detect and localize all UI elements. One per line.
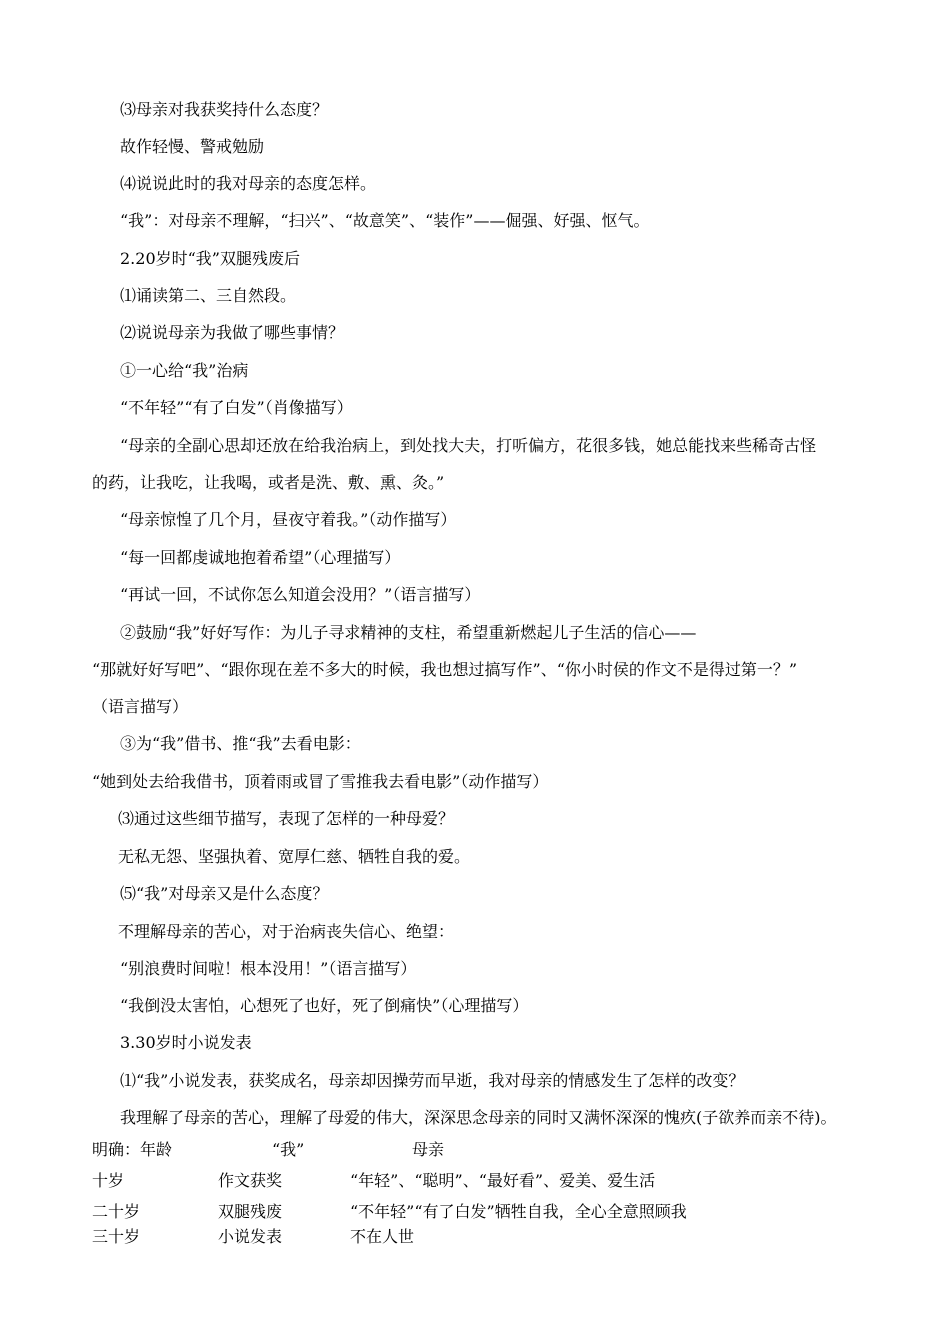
quote-writing: “那就好好写吧”、“跟你现在差不多大的时候，我也想过搞写作”、“你小时侯的作文不是得过第一？”: [92, 660, 798, 679]
step-2: ⑵说说母亲为我做了哪些事情？: [120, 323, 345, 342]
question-details: ⑶通过这些细节描写，表现了怎样的一种母爱？: [118, 809, 455, 828]
quote-speech: “再试一回，不试你怎么知道会没用？”（语言描写）: [120, 585, 481, 604]
summary-row-age: 三十岁: [92, 1227, 141, 1246]
quote-treatment-cont: 的药，让我吃，让我喝，或者是洗、敷、熏、灸。”: [92, 473, 445, 492]
quote-mind-2: “我倒没太害怕，心想死了也好，死了倒痛快”（心理描写）: [120, 996, 529, 1015]
answer-6: 我理解了母亲的苦心，理解了母爱的伟大，深深思念母亲的同时又满怀深深的愧疚(子欲养而亲不待)。: [120, 1108, 837, 1127]
quote-writing-note: （语言描写）: [92, 697, 189, 716]
answer-4: “我”：对母亲不理解，“扫兴”、“故意笑”、“装作”——倔强、好强、怄气。: [120, 211, 650, 230]
summary-header-age: 明确：年龄: [92, 1140, 173, 1159]
summary-header-me: “我”: [272, 1140, 305, 1159]
answer-details: 无私无怨、坚强执着、宽厚仁慈、牺牲自我的爱。: [118, 847, 471, 866]
answer-3: 故作轻慢、警戒勉励: [120, 137, 265, 156]
section-2-heading: 2.20岁时“我”双腿残废后: [120, 249, 300, 268]
summary-row-mother: 不在人世: [350, 1227, 415, 1246]
summary-row-me: 小说发表: [218, 1227, 283, 1246]
point-1: ①一心给“我”治病: [120, 361, 249, 380]
section-3-heading: 3.30岁时小说发表: [120, 1033, 252, 1052]
summary-row-me: 双腿残废: [218, 1202, 283, 1221]
quote-action: “母亲惊惶了几个月，昼夜守着我。”（动作描写）: [120, 510, 457, 529]
question-3: ⑶母亲对我获奖持什么态度？: [120, 100, 329, 119]
step-1: ⑴诵读第二、三自然段。: [120, 286, 297, 305]
summary-row-age: 二十岁: [92, 1202, 141, 1221]
summary-row-mother: “不年轻”“有了白发”牺牲自我，全心全意照顾我: [350, 1202, 687, 1221]
quote-portrait: “不年轻”“有了白发”（肖像描写）: [120, 398, 353, 417]
quote-books: “她到处去给我借书，顶着雨或冒了雪推我去看电影”（动作描写）: [92, 772, 549, 791]
summary-row-me: 作文获奖: [218, 1171, 283, 1190]
point-2: ②鼓励“我”好好写作：为儿子寻求精神的支柱，希望重新燃起儿子生活的信心——: [120, 623, 697, 642]
quote-speech-2: “别浪费时间啦！根本没用！”（语言描写）: [120, 959, 417, 978]
question-5: ⑸“我”对母亲又是什么态度？: [120, 884, 329, 903]
quote-mind: “每一回都虔诚地抱着希望”（心理描写）: [120, 548, 401, 567]
question-4: ⑷说说此时的我对母亲的态度怎样。: [120, 174, 377, 193]
summary-row-age: 十岁: [92, 1171, 125, 1190]
quote-treatment: “母亲的全副心思却还放在给我治病上，到处找大夫，打听偏方，花很多钱，她总能找来些稀奇古怪: [120, 436, 817, 455]
point-3: ③为“我”借书、推“我”去看电影：: [120, 734, 361, 753]
answer-5: 不理解母亲的苦心，对于治病丧失信心、绝望：: [118, 922, 455, 941]
question-6: ⑴“我”小说发表，获奖成名，母亲却因操劳而早逝，我对母亲的情感发生了怎样的改变？: [120, 1071, 745, 1090]
summary-header-mother: 母亲: [412, 1140, 445, 1159]
summary-row-mother: “年轻”、“聪明”、“最好看”、爱美、爱生活: [350, 1171, 656, 1190]
